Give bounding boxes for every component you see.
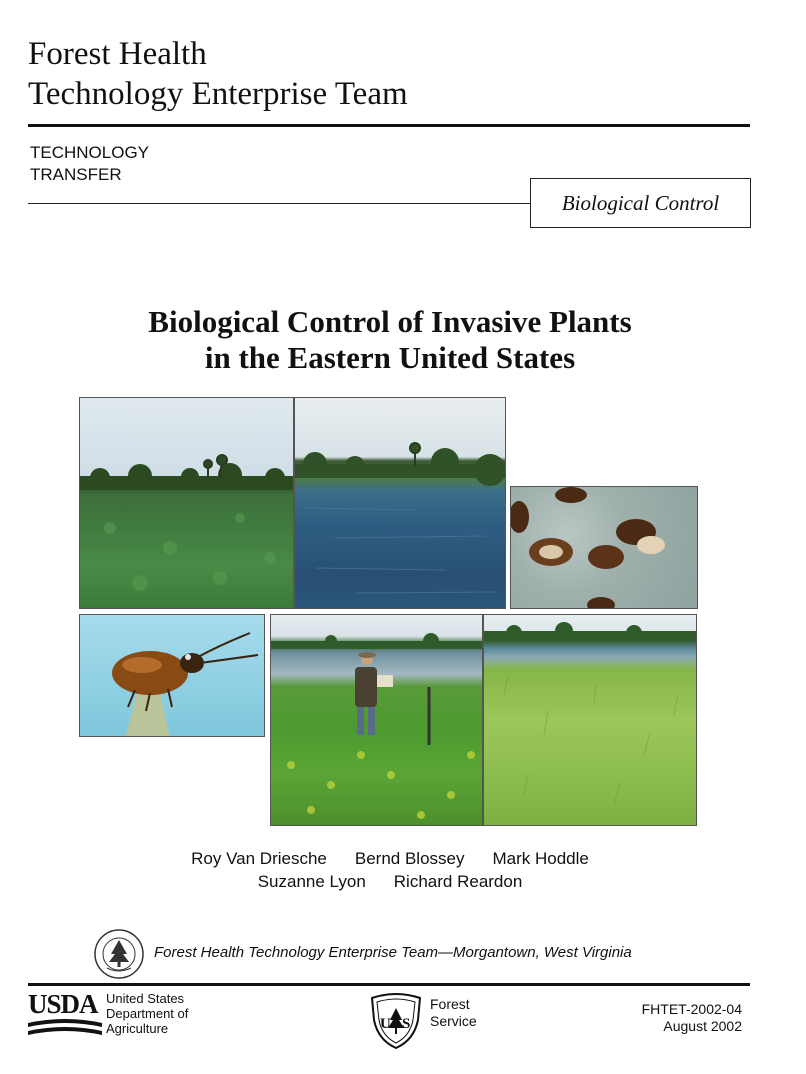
fhtet-location: Forest Health Technology Enterprise Team—Morgantown, West Virginia — [154, 944, 632, 961]
usda-logo-icon — [28, 991, 102, 1037]
section-label-line1: TECHNOLOGY — [30, 143, 150, 162]
forest-service-shield-icon — [368, 990, 424, 1050]
page-title-line1: Biological Control of Invasive Plants — [148, 304, 632, 339]
photo-cleared-pond — [294, 397, 506, 609]
photo-researcher-in-field — [270, 614, 483, 826]
authors-row-2 — [0, 871, 780, 893]
author-name: Suzanne Lyon — [257, 872, 366, 891]
org-title-line1: Forest Health — [28, 36, 207, 72]
photo-restored-wetland — [483, 614, 697, 826]
top-rule — [28, 124, 750, 127]
section-label-line2: TRANSFER — [30, 165, 122, 184]
author-name: Bernd Blossey — [354, 849, 465, 868]
author-name: Richard Reardon — [393, 872, 523, 891]
photo-weevils-closeup — [510, 486, 698, 609]
org-title-line2: Technology Enterprise Team — [28, 76, 408, 112]
svg-text:U: U — [380, 1016, 391, 1032]
middle-rule — [28, 203, 530, 204]
fs-line1: Forest — [430, 996, 470, 1012]
authors-row-1 — [0, 848, 780, 870]
fs-line2: Service — [430, 1013, 477, 1029]
publication-number: FHTET-2002-04 — [641, 1001, 742, 1017]
org-title — [28, 34, 408, 114]
usda-logo-text: USDA — [28, 989, 98, 1019]
author-name: Mark Hoddle — [492, 849, 589, 868]
publication-date: August 2002 — [663, 1018, 742, 1034]
fhtet-seal-icon — [93, 928, 145, 980]
usda-line3: Agriculture — [106, 1021, 169, 1036]
page-title-line2: in the Eastern United States — [204, 340, 576, 375]
bottom-rule — [28, 983, 750, 986]
author-name: Roy Van Driesche — [191, 849, 327, 868]
svg-text:S: S — [402, 1016, 411, 1032]
forest-service-name — [430, 996, 477, 1030]
section-label — [30, 142, 149, 186]
publication-info — [642, 1001, 742, 1035]
usda-line2: Department of — [106, 1006, 189, 1021]
page-title — [0, 304, 780, 376]
photo-weed-covered-pond — [79, 397, 294, 609]
usda-name — [106, 991, 188, 1036]
photo-beetle-on-stem — [79, 614, 265, 737]
series-box: Biological Control — [530, 178, 751, 228]
usda-line1: United States — [106, 991, 185, 1006]
